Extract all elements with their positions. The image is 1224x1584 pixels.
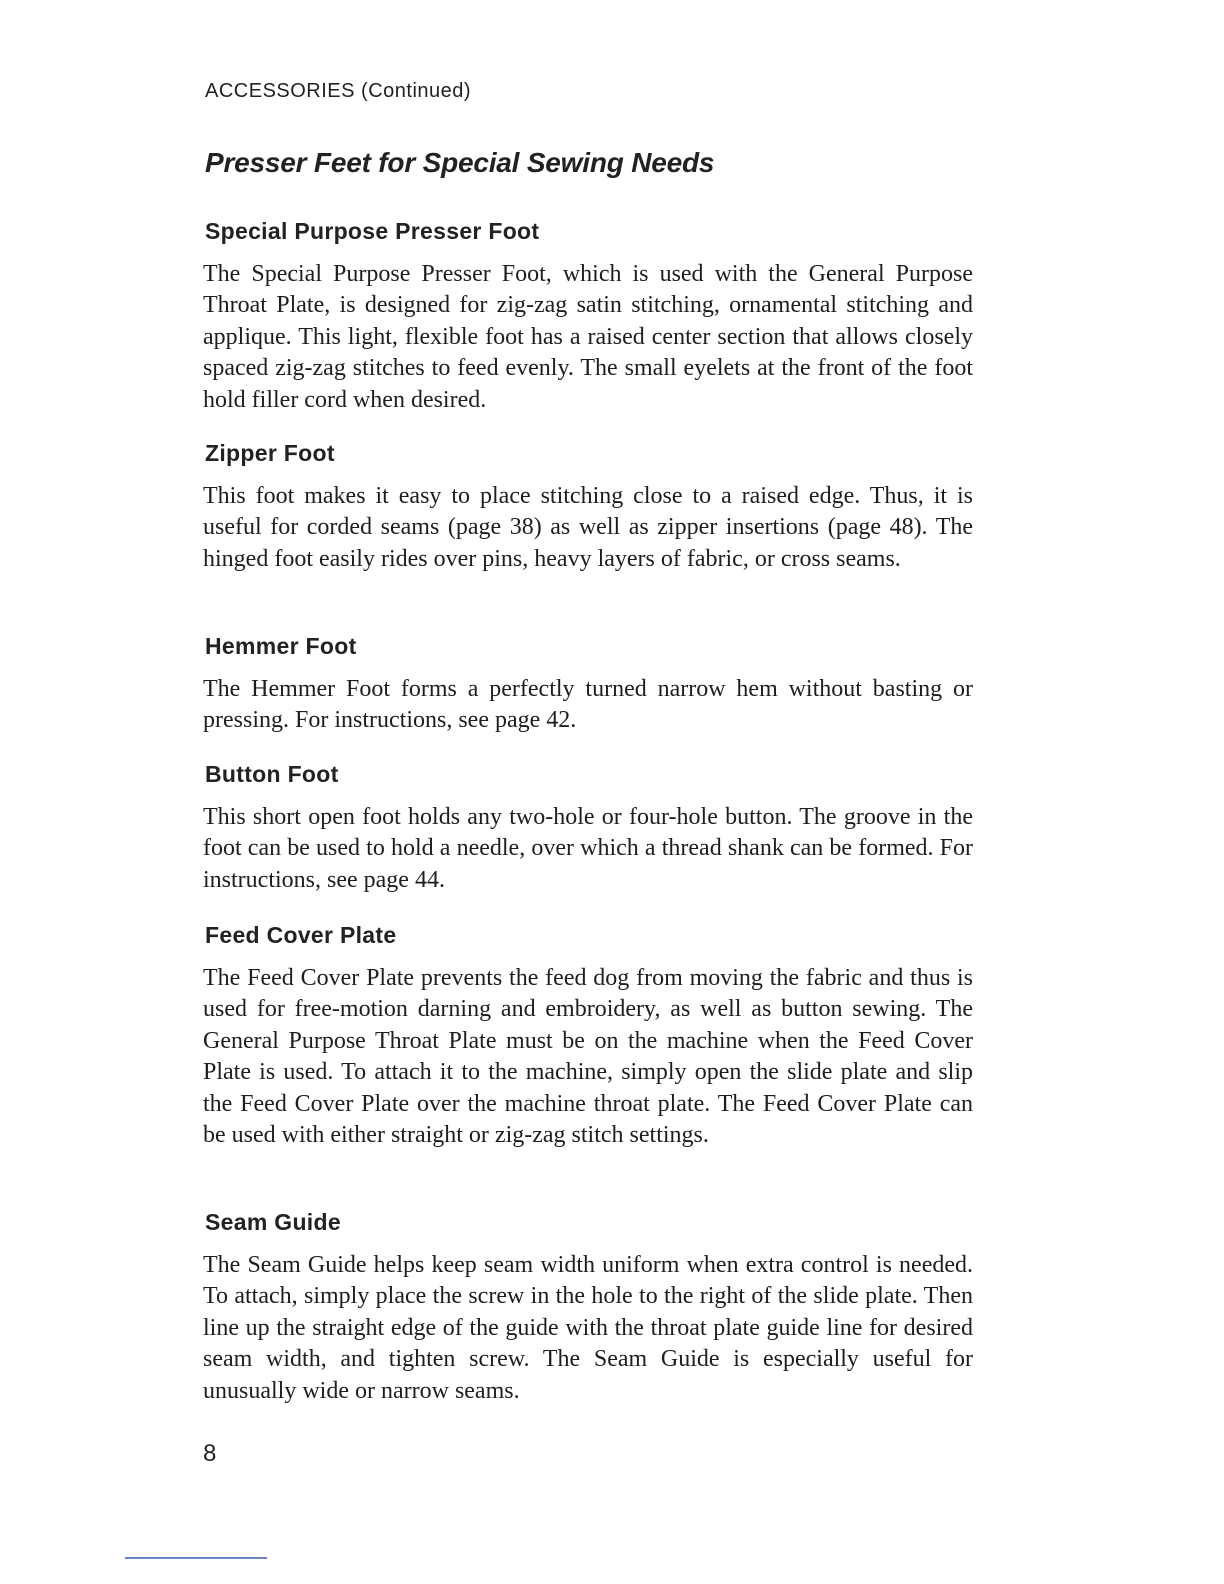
section-hemmer-foot — [203, 633, 973, 737]
section-heading: Zipper Foot — [205, 440, 335, 466]
section-heading: Seam Guide — [205, 1209, 341, 1235]
section-feed-cover-plate — [203, 922, 973, 1151]
scan-edge-line — [125, 1557, 267, 1559]
section-heading: Special Purpose Presser Foot — [205, 218, 540, 244]
document-page — [203, 0, 973, 1584]
page-title: Presser Feet for Special Sewing Needs — [205, 147, 715, 178]
section-heading: Button Foot — [205, 761, 339, 787]
section-seam-guide — [203, 1209, 973, 1407]
section-button-foot — [203, 761, 973, 896]
section-body: The Special Purpose Presser Foot, which is used with the General Purpose Throat Plate, is designed for zig-zag satin stitching, ornamental stitching and applique. This light, flexible foot has a raised center section that allows closely spaced zig-zag stitches to feed evenly. The small eyelets at the front of the foot hold filler cord when desired. — [203, 261, 973, 413]
section-special-purpose-presser-foot — [203, 218, 973, 416]
section-zipper-foot — [203, 440, 973, 575]
section-body: The Feed Cover Plate prevents the feed dog from moving the fabric and thus is used for free-motion darning and embroidery, as well as button sewing. The General Purpose Throat Plate must be on the machine when the Feed Cover Plate is used. To attach it to the machine, simply open the slide plate and slip the Feed Cover Plate over the machine throat plate. The Feed Cover Plate can be used with either straight or zig-zag stitch settings. — [203, 965, 973, 1149]
section-heading: Feed Cover Plate — [205, 922, 397, 948]
section-body: The Seam Guide helps keep seam width uniform when extra control is needed. To attach, simply place the screw in the hole to the right of the slide plate. Then line up the straight edge of the guide with the throat plate guide line for desired seam width, and tighten screw. The Seam Guide is especially useful for unusually wide or narrow seams. — [203, 1252, 973, 1404]
section-body: The Hemmer Foot forms a perfectly turned narrow hem without basting or pressing. For instructions, see page 42. — [203, 676, 973, 734]
section-heading: Hemmer Foot — [205, 633, 357, 659]
running-head: ACCESSORIES (Continued) — [205, 80, 472, 102]
section-body: This short open foot holds any two-hole or four-hole button. The groove in the foot can be used to hold a needle, over which a thread shank can be formed. For instructions, see page 44. — [203, 804, 973, 893]
section-body: This foot makes it easy to place stitching close to a raised edge. Thus, it is useful for corded seams (page 38) as well as zipper insertions (page 48). The hinged foot easily rides over pins, heavy layers of fabric, or cross seams. — [203, 483, 973, 572]
page-number: 8 — [203, 1440, 217, 1467]
